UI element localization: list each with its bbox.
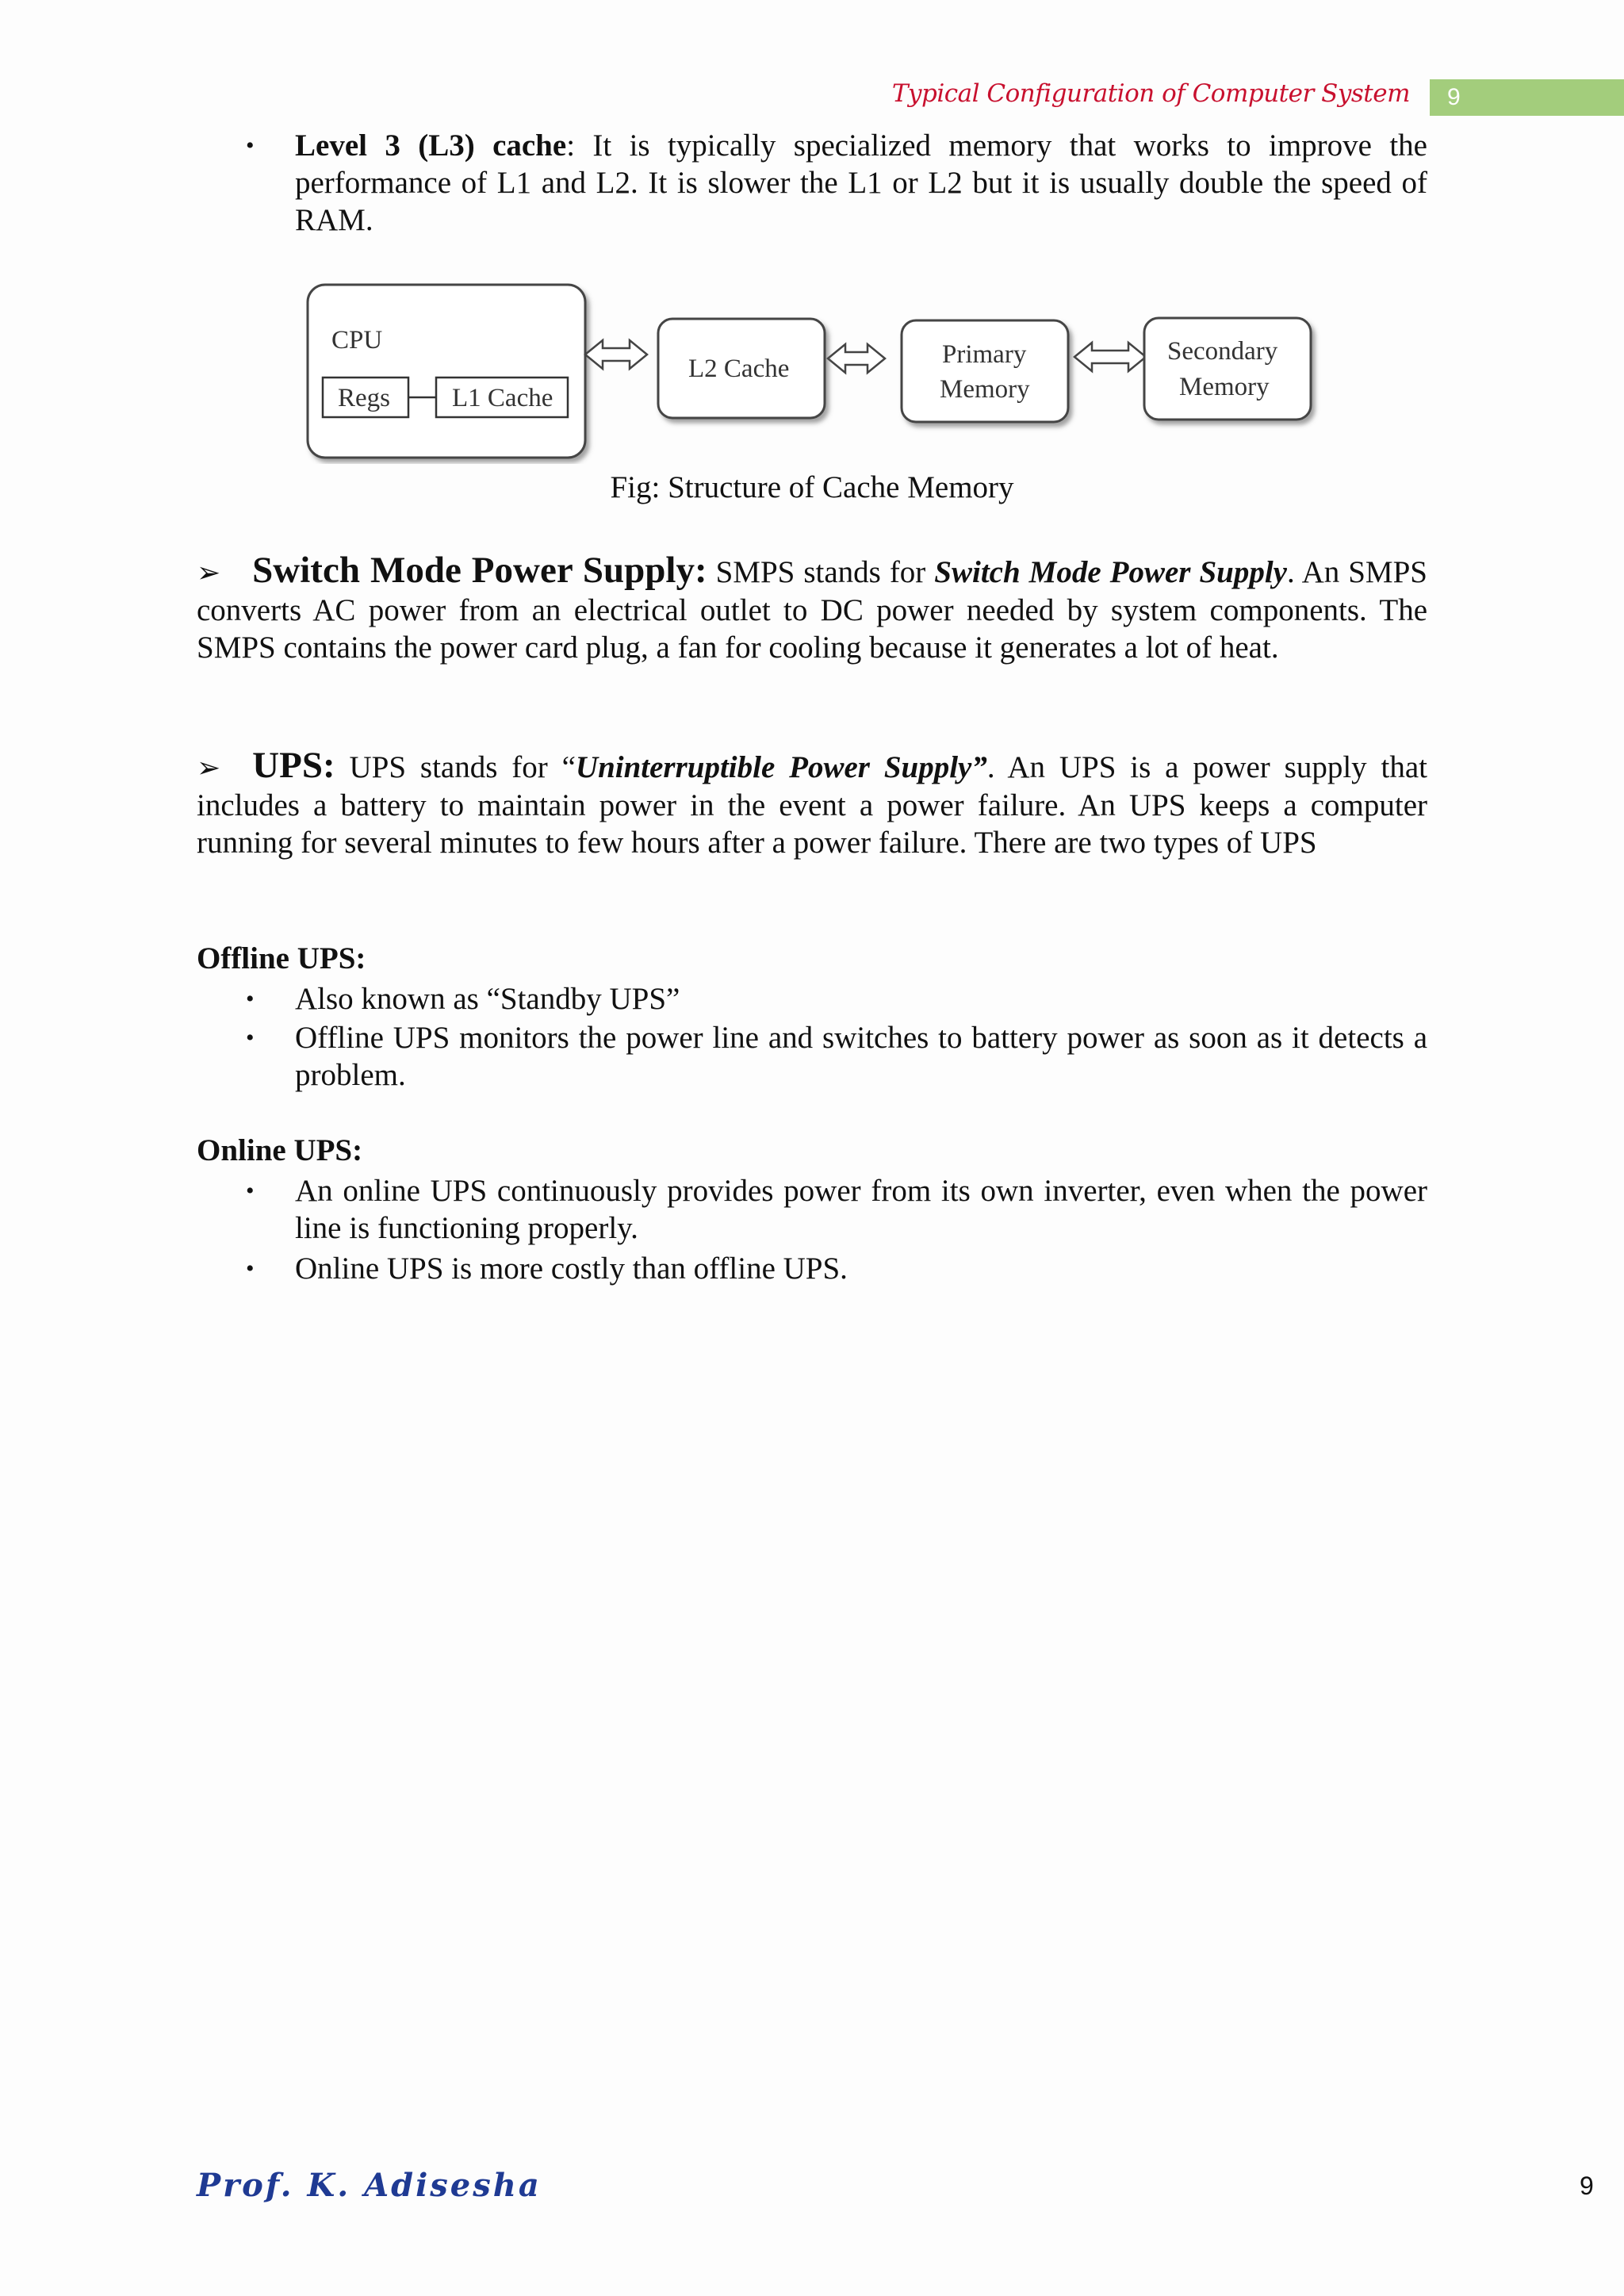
primary-memory-label-2: Memory [940, 375, 1030, 404]
ups-term: Uninterruptible Power Supply” [575, 750, 987, 784]
arrow-bullet-icon: ➢ [197, 557, 221, 589]
ups-heading: UPS: [252, 745, 335, 786]
primary-memory-box [902, 320, 1068, 422]
double-arrow-icon [585, 340, 647, 369]
smps-paragraph [197, 552, 1427, 666]
secondary-memory-label-1: Secondary [1167, 337, 1278, 366]
list-item: Also known as “Standby UPS” [295, 982, 680, 1016]
l1-cache-label: L1 Cache [452, 384, 553, 412]
arrow-bullet-icon: ➢ [197, 752, 221, 784]
l3-cache-paragraph [295, 127, 1427, 239]
smps-text-2: . An SMPS converts AC power from an electrical outlet to DC power needed by system components. The SMPS contains the power card plug, a fan for cooling because it generates a lot of heat. [197, 555, 1427, 665]
double-arrow-icon [828, 344, 885, 373]
ups-text-1: UPS stands for “ [335, 750, 576, 784]
ups-paragraph [197, 747, 1427, 861]
bullet-icon: • [246, 1255, 255, 1282]
l2-cache-label: L2 Cache [688, 355, 790, 383]
figure-caption: Fig: Structure of Cache Memory [610, 470, 1014, 504]
online-ups-heading: Online UPS: [197, 1133, 363, 1167]
running-header-title: Typical Configuration of Computer System [891, 79, 1410, 108]
list-item: An online UPS continuously provides power from its own inverter, even when the power line is functioning properly. [295, 1174, 1427, 1245]
ups-text-2: . An UPS is a power supply that includes a battery to maintain power in the event a power failure. An UPS keeps a computer running for several minutes to few hours after a power failure. There are two types of UPS [197, 750, 1427, 860]
l3-cache-term: Level 3 (L3) cache [295, 128, 567, 163]
l3-cache-text: : It is typically specialized memory that works to improve the performance of L1 and L2. It is slower the L1 or L2 but it is usually double the speed of RAM. [295, 128, 1427, 237]
cpu-label: CPU [331, 326, 383, 355]
regs-label: Regs [338, 384, 390, 412]
footer-page-number: 9 [1580, 2171, 1594, 2200]
double-arrow-icon [1074, 343, 1146, 371]
offline-ups-heading: Offline UPS: [197, 941, 366, 976]
cpu-box [308, 285, 585, 458]
bullet-icon: • [246, 986, 255, 1012]
smps-term: Switch Mode Power Supply [934, 555, 1287, 589]
bullet-icon: • [246, 1025, 255, 1051]
cache-memory-diagram [301, 282, 1332, 464]
primary-memory-label-1: Primary [942, 340, 1027, 369]
footer-author: Prof. K. Adisesha [197, 2167, 542, 2204]
bullet-icon: • [246, 1178, 255, 1204]
list-item: Offline UPS monitors the power line and switches to battery power as soon as it detects a problem. [295, 1021, 1427, 1092]
secondary-memory-label-2: Memory [1179, 373, 1270, 401]
secondary-memory-box [1144, 318, 1311, 420]
bullet-icon: • [246, 132, 255, 159]
header-page-tab: 9 [1430, 79, 1624, 116]
list-item: Online UPS is more costly than offline UPS. [295, 1251, 848, 1286]
smps-heading: Switch Mode Power Supply: [252, 550, 707, 591]
smps-text-1: SMPS stands for [707, 555, 935, 589]
